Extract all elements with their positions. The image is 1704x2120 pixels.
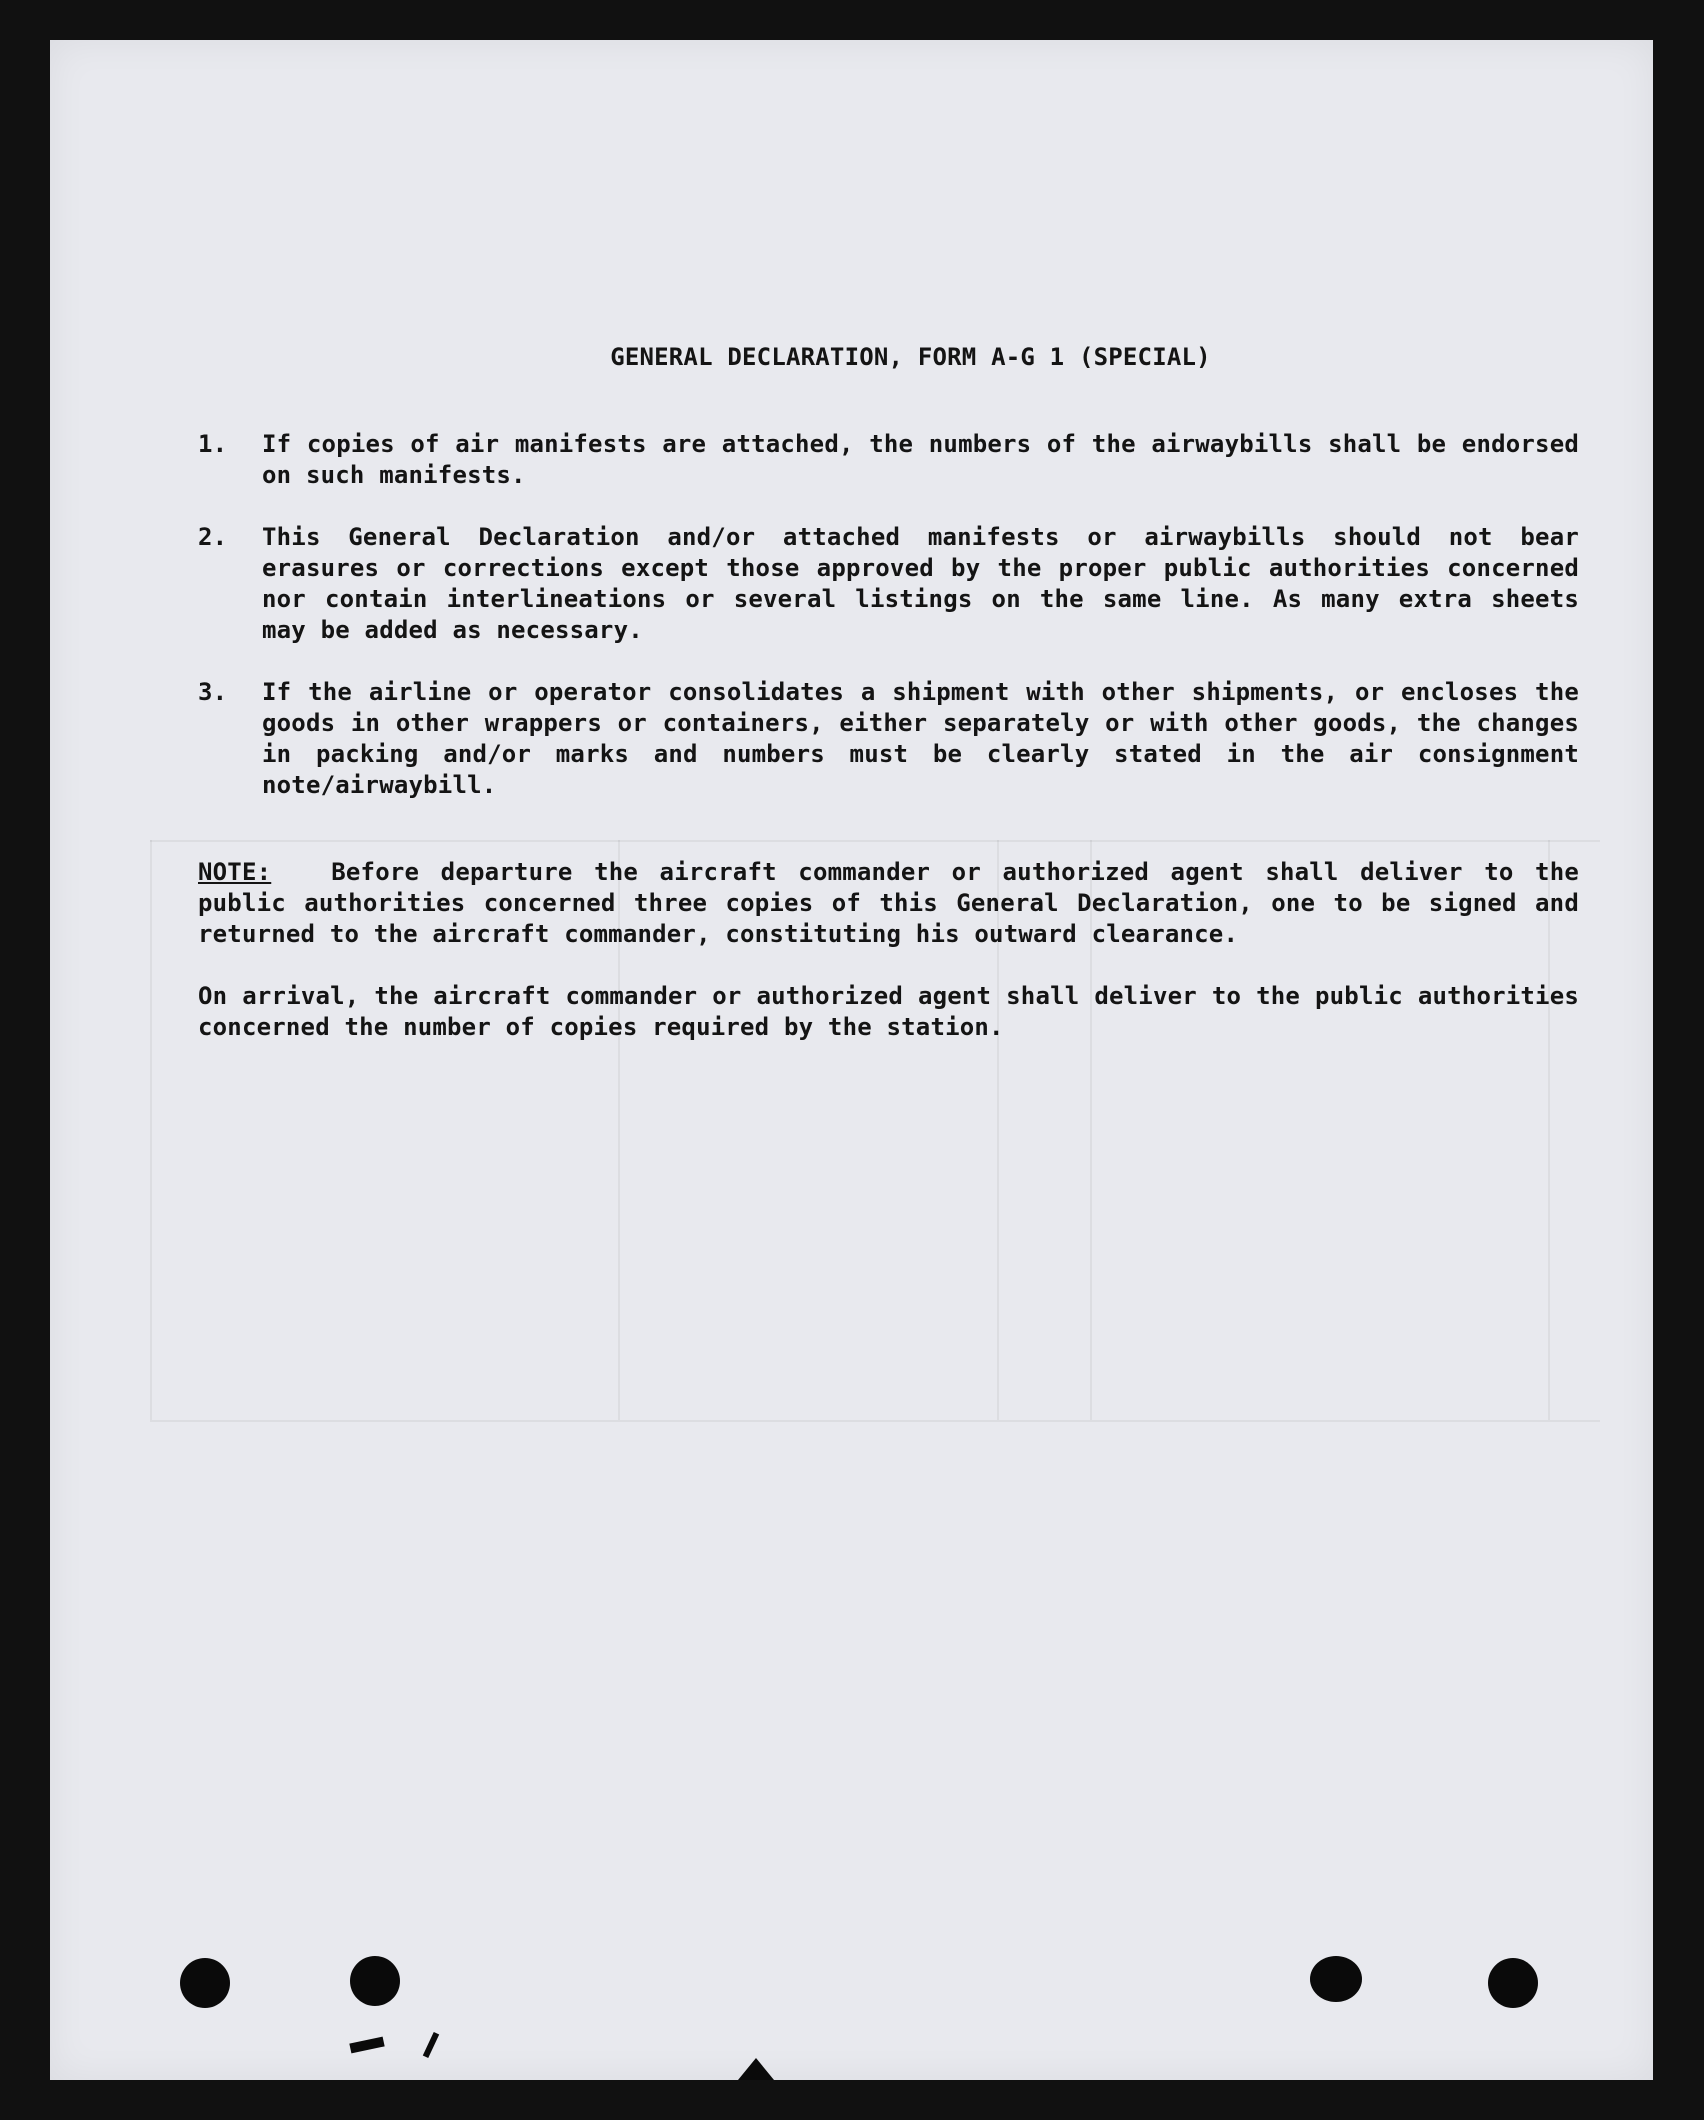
document-page [50,40,1653,2080]
ink-mark [349,2037,384,2054]
item-text: If the airline or operator consolidates a shipment with other shipments, or encloses the goods in other wrappers or containers, either separately or with other goods, the changes in packing and/or marks and numbers must be clearly stated in the air consignment note/airwaybill. [262,678,1579,799]
item-number: 1. [198,430,228,458]
punch-hole [180,1958,230,2008]
punch-hole [1488,1958,1538,2008]
item-number: 2. [198,523,228,551]
document-body [198,342,1583,1043]
list-item [198,522,1583,646]
list-item [198,677,1583,801]
note-paragraph [198,857,1583,950]
bleed-through-line [150,1420,1600,1422]
document-title: GENERAL DECLARATION, FORM A-G 1 (SPECIAL) [610,343,1211,371]
arrival-paragraph: On arrival, the aircraft commander or authorized agent shall deliver to the public authorities concerned the number of copies required by the station. [198,982,1579,1041]
punch-hole [350,1956,400,2006]
note-label: NOTE: [198,858,272,886]
ink-mark [738,2058,774,2080]
ink-mark [423,2032,439,2058]
item-number: 3. [198,678,228,706]
bleed-through-line [150,840,152,1420]
note-text: Before departure the aircraft commander or authorized agent shall deliver to the public authorities concerned three copies of this General Declaration, one to be signed and returned to the aircraft commander, constituting his outward clearance. [198,858,1579,948]
item-text: If copies of air manifests are attached, the numbers of the airwaybills shall be endorsed on such manifests. [262,430,1579,489]
item-text: This General Declaration and/or attached manifests or airwaybills should not bear erasures or corrections except those approved by the proper public authorities concerned nor contain interlineations or several listings on the same line. As many extra sheets may be added as necessary. [262,523,1579,644]
punch-hole [1310,1956,1362,2002]
list-item [198,429,1583,491]
